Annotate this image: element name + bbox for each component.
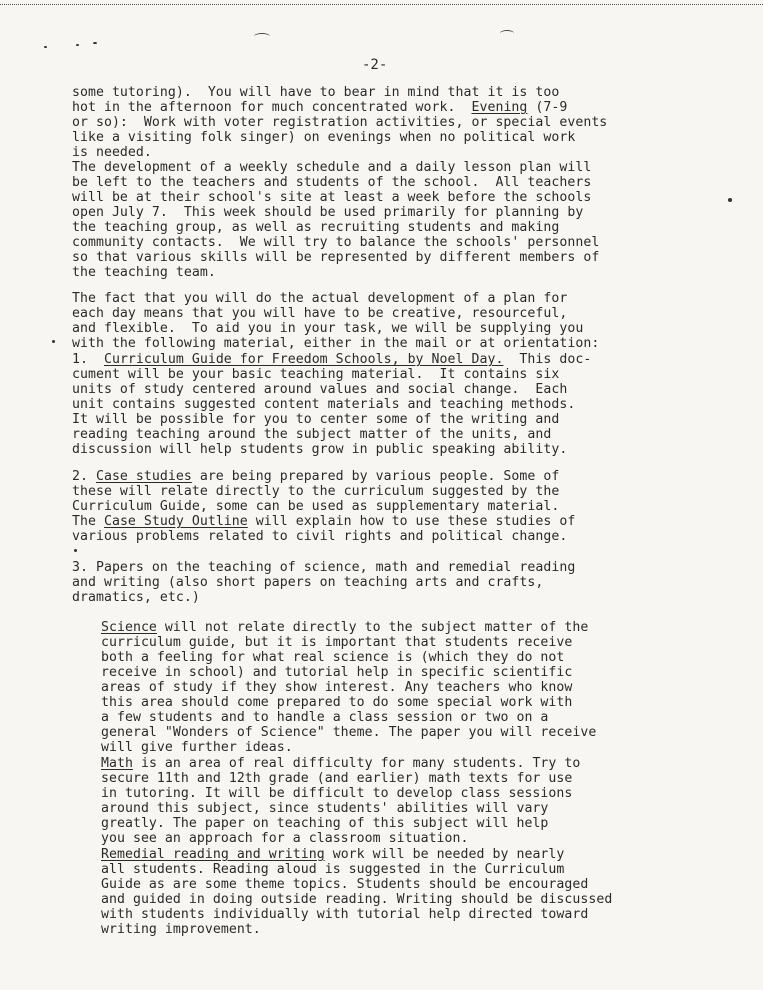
text-line: general "Wonders of Science" theme. The paper you will receive xyxy=(101,725,597,740)
page-top-edge xyxy=(0,0,763,5)
text-line: will be at their school's site at least a week before the schools xyxy=(72,190,592,205)
text-line: Guide as are some theme topics. Students should be encouraged xyxy=(101,877,589,892)
text-line: the teaching group, as well as recruiting students and making xyxy=(72,220,560,235)
text-line: or so): Work with voter registration activities, or special events xyxy=(72,115,608,130)
text-line: the teaching team. xyxy=(72,265,216,280)
text-line: in tutoring. It will be difficult to develop class sessions xyxy=(101,786,573,801)
text-line: and writing (also short papers on teaching arts and crafts, xyxy=(72,575,544,590)
text-line: cument will be your basic teaching material. It contains six xyxy=(72,367,560,382)
curriculum-guide-title: Curriculum Guide for Freedom Schools, by Noel Day. xyxy=(103,352,504,367)
list-item-3: 3. Papers on the teaching of science, math and remedial reading xyxy=(72,560,576,575)
scan-dot xyxy=(76,44,79,46)
text-line: will give further ideas. xyxy=(101,740,293,755)
remedial-section: Remedial reading and writing work will be needed by nearly xyxy=(101,847,565,862)
remedial-heading: Remedial reading and writing xyxy=(101,847,325,862)
scan-dot xyxy=(74,549,77,552)
text-line: some tutoring). You will have to bear in mind that it is too xyxy=(72,85,560,100)
text-line: reading teaching around the subject matter of the units, and xyxy=(72,427,552,442)
text-line: writing improvement. xyxy=(101,922,261,937)
text-line: units of study centered around values and social change. Each xyxy=(72,382,568,397)
list-item-1: 1. Curriculum Guide for Freedom Schools, by Noel Day. This doc- xyxy=(72,352,592,367)
text-line: you see an approach for a classroom situation. xyxy=(101,831,469,846)
list-item-2: 2. Case studies are being prepared by various people. Some of xyxy=(72,469,560,484)
text-line: each day means that you will have to be creative, resourceful, xyxy=(72,306,568,321)
text-line: The Case Study Outline will explain how to use these studies of xyxy=(72,514,576,529)
text-line: like a visiting folk singer) on evenings when no political work xyxy=(72,130,576,145)
text-line: It will be possible for you to center some of the writing and xyxy=(72,412,560,427)
evening-heading: Evening xyxy=(471,100,528,115)
case-study-outline-title: Case Study Outline xyxy=(103,514,248,529)
text-line: with students individually with tutorial help directed toward xyxy=(101,907,589,922)
scan-dot xyxy=(44,46,47,48)
text-line: secure 11th and 12th grade (and earlier) math texts for use xyxy=(101,771,573,786)
text-line: be left to the teachers and students of the school. All teachers xyxy=(72,175,592,190)
text-line: receive in school) and tutorial help in specific scientific xyxy=(101,665,573,680)
text-line: a few students and to handle a class session or two on a xyxy=(101,710,549,725)
text-line: hot in the afternoon for much concentrated work. Evening (7-9 xyxy=(72,100,568,115)
math-section: Math is an area of real difficulty for many students. Try to xyxy=(101,756,581,771)
text-line: these will relate directly to the curriculum suggested by the xyxy=(72,484,560,499)
science-section: Science will not relate directly to the subject matter of the xyxy=(101,620,589,635)
text-line: greatly. The paper on teaching of this subject will help xyxy=(101,816,549,831)
text-line: and guided in doing outside reading. Writing should be discussed xyxy=(101,892,613,907)
text-line: various problems related to civil rights and political change. xyxy=(72,529,568,544)
text-line: so that various skills will be represented by different members of xyxy=(72,250,600,265)
text-line: Curriculum Guide, some can be used as supplementary material. xyxy=(72,499,560,514)
scan-dot xyxy=(728,198,732,202)
scan-dot xyxy=(93,42,97,44)
text-line: dramatics, etc.) xyxy=(72,590,200,605)
text-line: areas of study if they show interest. Any teachers who know xyxy=(101,680,573,695)
science-heading: Science xyxy=(101,620,157,635)
math-heading: Math xyxy=(101,756,133,771)
text-line: both a feeling for what real science is (which they do not xyxy=(101,650,565,665)
text-line: discussion will help students grow in public speaking ability. xyxy=(72,442,568,457)
text-line: unit contains suggested content materials and teaching methods. xyxy=(72,397,576,412)
text-line: The fact that you will do the actual development of a plan for xyxy=(72,291,568,306)
text-line: The development of a weekly schedule and a daily lesson plan will xyxy=(72,160,592,175)
text-line: curriculum guide, but it is important that students receive xyxy=(101,635,573,650)
text-line: all students. Reading aloud is suggested in the Curriculum xyxy=(101,862,565,877)
text-line: around this subject, since students' abilities will vary xyxy=(101,801,549,816)
text-line: and flexible. To aid you in your task, we will be supplying you xyxy=(72,321,584,336)
text-line: community contacts. We will try to balance the schools' personnel xyxy=(72,235,600,250)
scan-dot xyxy=(52,340,55,343)
scan-mark xyxy=(500,30,514,37)
scan-mark xyxy=(254,33,270,40)
page-number: -2- xyxy=(362,57,388,73)
text-line: this area should come prepared to do some special work with xyxy=(101,695,573,710)
text-line: is needed. xyxy=(72,145,152,160)
text-line: open July 7. This week should be used primarily for planning by xyxy=(72,205,584,220)
case-studies-title: Case studies xyxy=(95,469,192,484)
text-line: with the following material, either in the mail or at orientation: xyxy=(72,336,600,351)
